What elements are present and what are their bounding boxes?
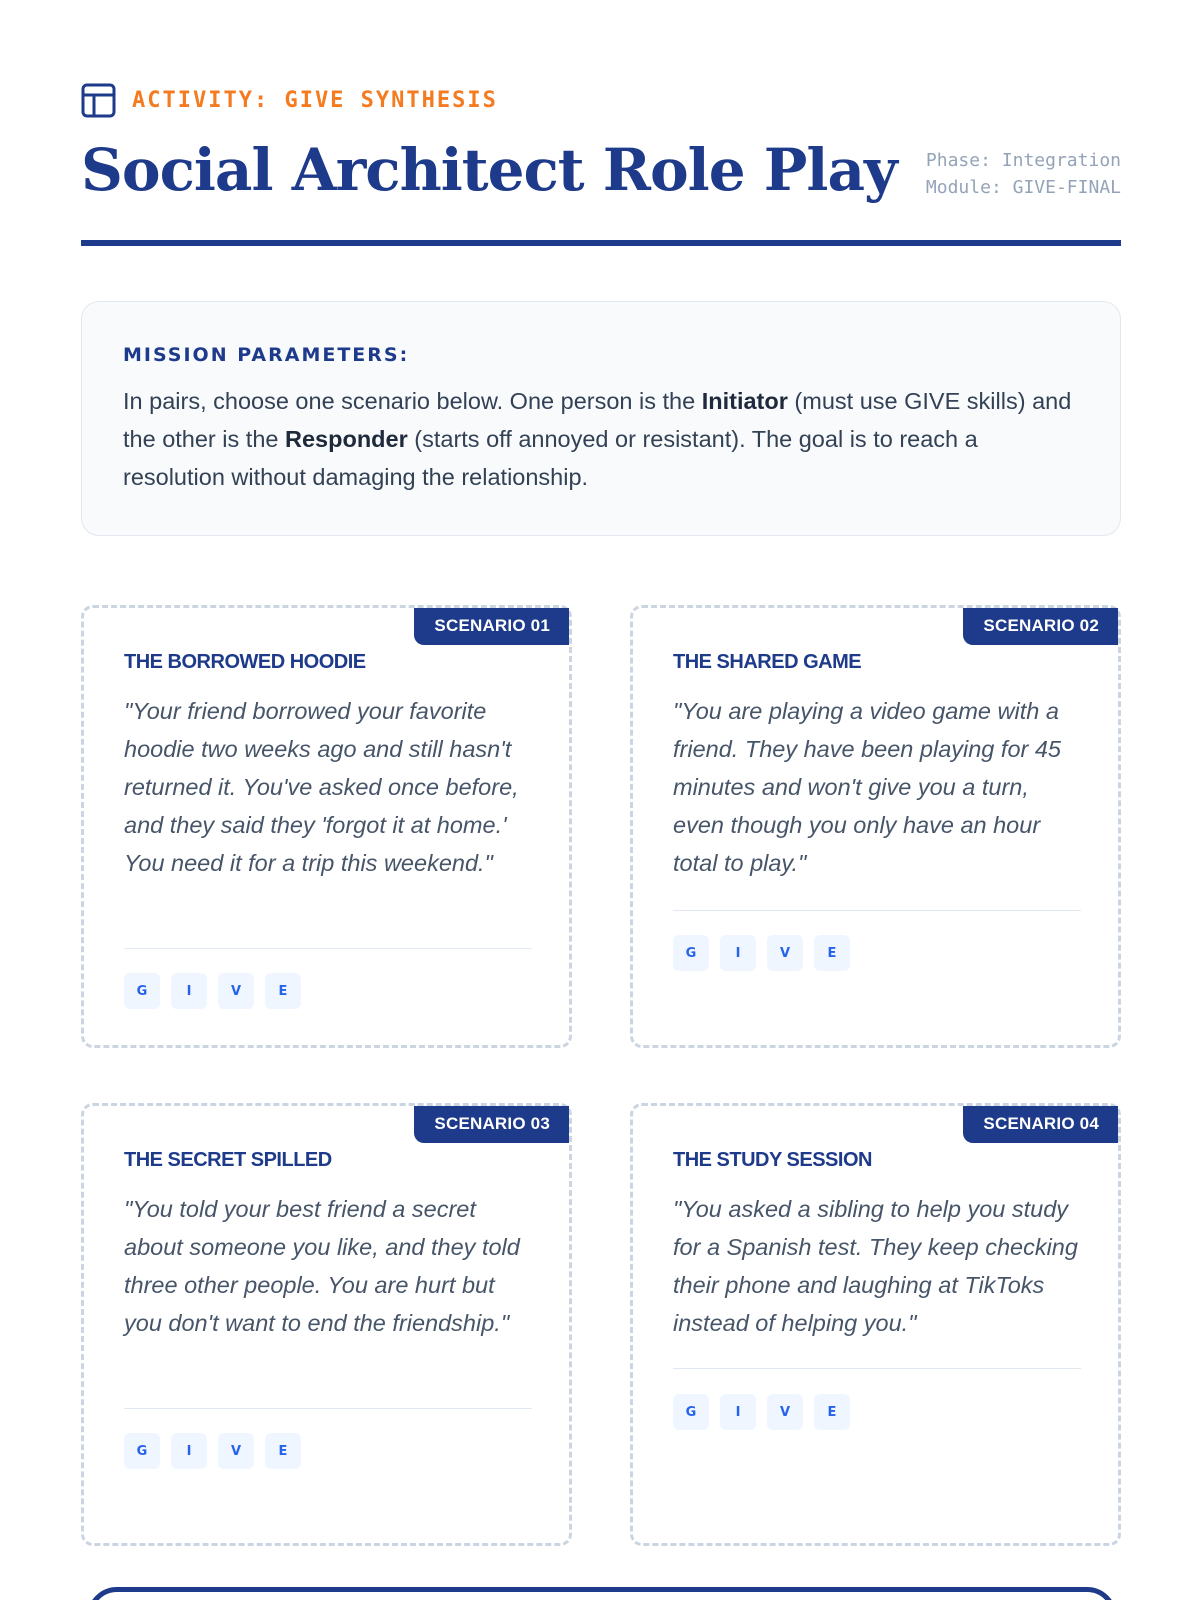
letter-g: G (673, 935, 709, 971)
give-letters (673, 1394, 850, 1430)
scenario-card-1 (81, 605, 572, 1048)
page-title: Social Architect Role Play (81, 136, 897, 204)
mission-text (123, 382, 1080, 496)
letter-i: I (171, 973, 207, 1009)
letter-e: E (814, 935, 850, 971)
letter-v: V (218, 973, 254, 1009)
scenario-description: "You told your best friend a secret about someone you like, and they told three other people. You are hurt but you don't want to end the friendship." (124, 1196, 520, 1336)
scenario-description: "Your friend borrowed your favorite hoodie two weeks ago and still hasn't returned it. You've asked once before, and they said they 'forgot it at home.' You need it for a trip this weekend." (124, 698, 519, 876)
card-divider (673, 910, 1081, 911)
page-meta (926, 147, 1121, 201)
letter-g: G (673, 1394, 709, 1430)
give-letters (124, 973, 301, 1009)
scenario-card-3 (81, 1103, 572, 1546)
scenario-card-2 (630, 605, 1121, 1048)
layout-template-icon (81, 83, 116, 118)
mission-text-part: In pairs, choose one scenario below. One person is the (123, 388, 702, 414)
letter-i: I (720, 1394, 756, 1430)
mission-text-part: (must use GIVE skills) and the other is the (123, 388, 1072, 452)
letter-i: I (171, 1433, 207, 1469)
letter-e: E (265, 973, 301, 1009)
worksheet-page (81, 0, 1121, 1600)
card-divider (673, 1368, 1081, 1369)
scenario-title: THE STUDY SESSION (673, 1149, 872, 1171)
activity-label: ACTIVITY: GIVE SYNTHESIS (132, 88, 498, 113)
responder-term: Responder (285, 426, 408, 452)
letter-v: V (767, 935, 803, 971)
scenario-description: "You are playing a video game with a friend. They have been playing for 45 minutes and won't give you a turn, even though you only have an hour total to play." (673, 698, 1062, 876)
scenario-card-4 (630, 1103, 1121, 1546)
letter-e: E (265, 1433, 301, 1469)
scenario-title: THE BORROWED HOODIE (124, 651, 366, 673)
mission-box (81, 301, 1121, 536)
mission-text-part: (starts off annoyed or resistant). The goal is to reach a resolution without damaging the relationship. (123, 426, 978, 490)
scenario-badge: SCENARIO 02 (963, 608, 1118, 645)
give-letters (124, 1433, 301, 1469)
letter-v: V (218, 1433, 254, 1469)
initiator-term: Initiator (701, 388, 788, 414)
scenario-badge: SCENARIO 04 (963, 1106, 1118, 1143)
letter-i: I (720, 935, 756, 971)
scenario-description: "You asked a sibling to help you study for a Spanish test. They keep checking their phone and laughing at TikToks instead of helping you." (673, 1196, 1078, 1336)
scenario-title: THE SHARED GAME (673, 651, 862, 673)
give-letters (673, 935, 850, 971)
scenario-badge: SCENARIO 03 (414, 1106, 569, 1143)
card-divider (124, 948, 532, 949)
letter-e: E (814, 1394, 850, 1430)
next-section-box (87, 1587, 1117, 1600)
letter-v: V (767, 1394, 803, 1430)
scenario-badge: SCENARIO 01 (414, 608, 569, 645)
mission-heading: MISSION PARAMETERS: (123, 344, 410, 366)
header-divider (81, 240, 1121, 246)
card-divider (124, 1408, 532, 1409)
scenario-title: THE SECRET SPILLED (124, 1149, 332, 1171)
phase-label: Phase: Integration (925, 150, 1121, 171)
letter-g: G (124, 973, 160, 1009)
letter-g: G (124, 1433, 160, 1469)
module-label: Module: GIVE-FINAL (925, 177, 1121, 198)
activity-kicker (81, 83, 498, 118)
